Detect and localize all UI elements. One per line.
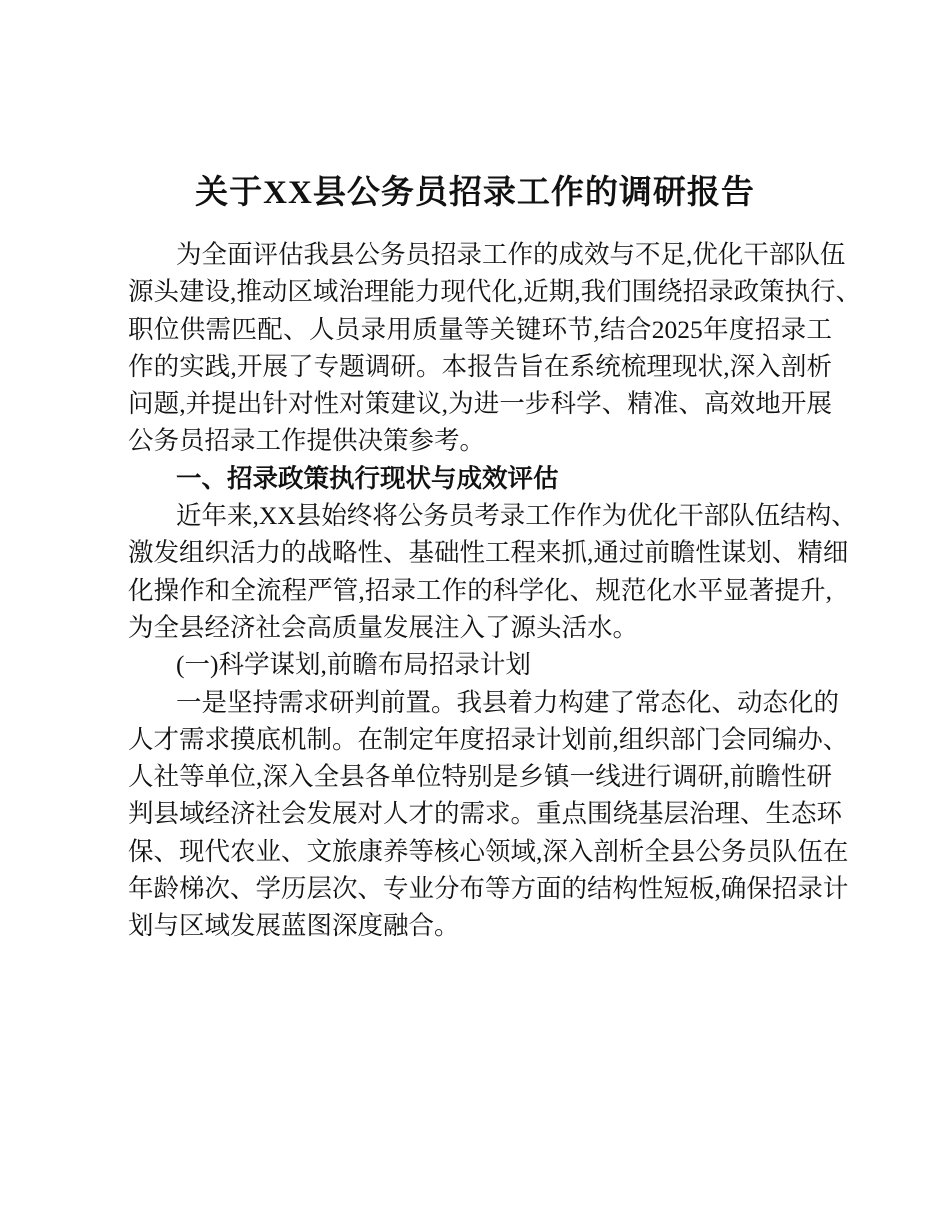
paragraph-line: 保、现代农业、文旅康养等核心领域,深入剖析全县公务员队伍在 [128, 836, 849, 866]
paragraph-line: 问题,并提出针对性对策建议,为进一步科学、精准、高效地开展 [128, 389, 832, 419]
paragraph-line: 源头建设,推动区域治理能力现代化,近期,我们围绕招录政策执行、 [128, 277, 862, 307]
paragraph-line: 为全面评估我县公务员招录工作的成效与不足,优化干部队伍 [176, 240, 846, 269]
paragraph-line: 作的实践,开展了专题调研。本报告旨在系统梳理现状,深入剖析 [128, 351, 832, 381]
paragraph-line: 人才需求摸底机制。在制定年度招录计划前,组织部门会同编办、 [128, 724, 849, 754]
paragraph-line: 公务员招录工作提供决策参考。 [128, 426, 486, 456]
document-title: 关于XX县公务员招录工作的调研报告 [195, 175, 755, 211]
paragraph-line: 化操作和全流程严管,招录工作的科学化、规范化水平显著提升, [128, 575, 832, 605]
paragraph-line: 激发组织活力的战略性、基础性工程来抓,通过前瞻性谋划、精细 [128, 538, 849, 568]
paragraph-line: 近年来,XX县始终将公务员考录工作作为优化干部队伍结构、 [176, 501, 857, 531]
document-body [128, 236, 862, 945]
paragraph-line: 一是坚持需求研判前置。我县着力构建了常态化、动态化的 [176, 687, 840, 717]
subsection-heading: (一)科学谋划,前瞻布局招录计划 [176, 650, 531, 680]
paragraph-line: 为全县经济社会高质量发展注入了源头活水。 [128, 612, 639, 642]
paragraph-line: 年龄梯次、学历层次、专业分布等方面的结构性短板,确保招录计 [128, 874, 849, 904]
paragraph-line: 人社等单位,深入全县各单位特别是乡镇一线进行调研,前瞻性研 [128, 762, 832, 792]
section-heading: 一、招录政策执行现状与成效评估 [176, 463, 559, 493]
paragraph-line: 职位供需匹配、人员录用质量等关键环节,结合2025年度招录工 [128, 314, 832, 344]
paragraph-line: 划与区域发展蓝图深度融合。 [128, 911, 460, 941]
paragraph-line: 判县域经济社会发展对人才的需求。重点围绕基层治理、生态环 [128, 799, 843, 829]
